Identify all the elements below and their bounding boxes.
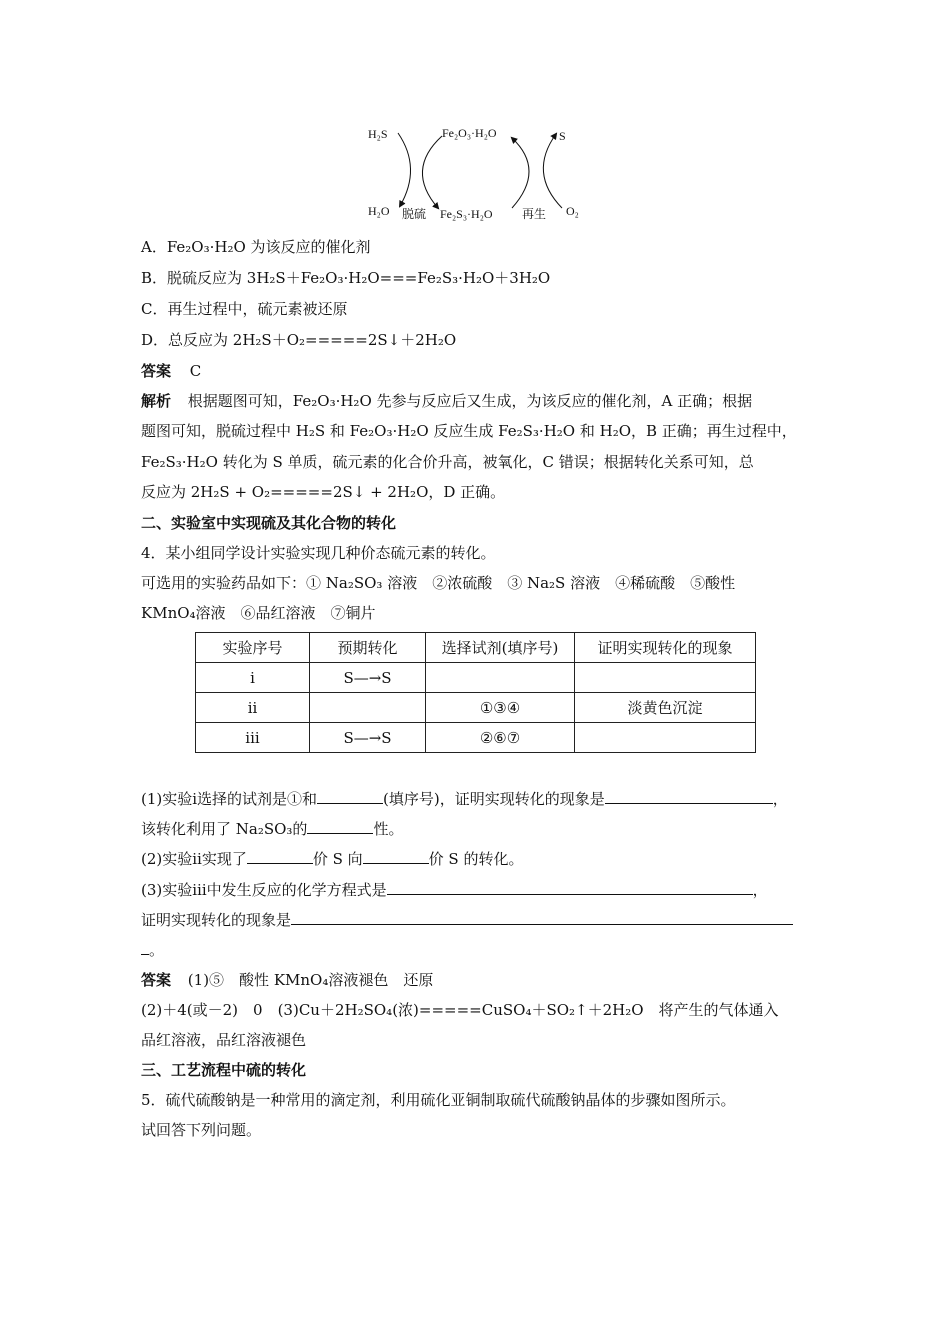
label-fe2s3-h2o: Fe₂S₃·H₂O [440, 207, 493, 221]
label-s: S [559, 129, 566, 143]
q4-part-3-line-1 [141, 878, 768, 901]
q4-part-1-text: 性。 [373, 820, 404, 838]
option-c: C．再生过程中，硫元素被还原 [141, 300, 348, 318]
table-header-row [196, 633, 756, 663]
table-cell: ②⑥⑦ [426, 723, 575, 753]
q5-line-1: 5．硫代硫酸钠是一种常用的滴定剂，利用硫化亚铜制取硫代硫酸钠晶体的步骤如图所示。 [141, 1091, 736, 1109]
q5-line-2: 试回答下列问题。 [141, 1121, 262, 1139]
q4-part-3-text: (3)实验ⅲ中发生反应的化学方程式是 [141, 881, 387, 899]
q4-reagents-1: 可选用的实验药品如下：① Na₂SO₃ 溶液 ②浓硫酸 ③ Na₂S 溶液 ④稀硫酸 ⑤酸性 [141, 574, 736, 592]
analysis-line-3: Fe₂S₃·H₂O 转化为 S 单质，硫元素的化合价升高，被氧化，C 错误；根据转化关系可知，总 [141, 453, 754, 471]
answer-2-line-1 [141, 969, 433, 991]
section-2-title: 二、实验室中实现硫及其化合物的转化 [141, 514, 397, 532]
table-cell [310, 693, 426, 723]
arc-fe2o3-to-fe2s3 [422, 136, 442, 208]
table-cell: iii [196, 723, 310, 753]
q4-part-1-line-1 [141, 787, 788, 810]
q4-part-1-text: (填序号)，证明实现转化的现象是 [383, 790, 605, 808]
label-o2: O₂ [566, 204, 579, 218]
option-b: B．脱硫反应为 3H₂S＋Fe₂O₃·H₂O===Fe₂S₃·H₂O＋3H₂O [141, 269, 551, 287]
table-row [196, 693, 756, 723]
label-regeneration: 再生 [522, 207, 547, 221]
answer-2-line-2: (2)＋4(或－2) 0 (3)Cu＋2H₂SO₄(浓)=====CuSO₄＋SO₂↑＋2H₂O 将产生的气体通入 [141, 1001, 779, 1019]
analysis-text-1: 根据题图可知，Fe₂O₃·H₂O 先参与反应后又生成，为该反应的催化剂，A 正确；根据 [187, 392, 753, 410]
answer-blank[interactable] [291, 908, 793, 925]
table-cell [426, 663, 575, 693]
q4-stem: 4．某小组同学设计实验实现几种价态硫元素的转化。 [141, 544, 496, 562]
label-h2s: H₂S [368, 127, 388, 141]
option-d: D．总反应为 2H₂S＋O₂=====2S↓＋2H₂O [141, 331, 457, 349]
analysis-line-1 [141, 390, 752, 412]
answer-label: 答案 [141, 971, 172, 989]
q4-part-3-line-2 [141, 908, 793, 931]
option-a: A．Fe₂O₃·H₂O 为该反应的催化剂 [141, 238, 371, 256]
q4-part-2 [141, 847, 523, 870]
q4-part-1-text: (1)实验ⅰ选择的试剂是①和 [141, 790, 318, 808]
q4-part-2-text: 价 S 的转化。 [428, 850, 524, 868]
table-header: 预期转化 [310, 633, 426, 663]
label-desulfurization: 脱硫 [402, 207, 427, 221]
answer-1 [141, 360, 201, 382]
table-row [196, 723, 756, 753]
q4-part-3-text: 证明实现转化的现象是 [141, 911, 292, 929]
table-header: 选择试剂(填序号) [426, 633, 575, 663]
label-fe2o3-h2o: Fe₂O₃·H₂O [442, 126, 497, 140]
desulfurization-cycle-diagram [360, 118, 590, 230]
q4-part-1-text: 该转化利用了 Na₂SO₃的 [141, 820, 308, 838]
arc-h2s-to-h2o [398, 133, 411, 206]
q4-reagents-2: KMnO₄溶液 ⑥品红溶液 ⑦铜片 [141, 604, 376, 622]
answer-blank[interactable] [605, 787, 773, 804]
section-3-title: 三、工艺流程中硫的转化 [141, 1061, 307, 1079]
table-cell: S—→S [310, 723, 426, 753]
q4-part-1-text: ， [772, 790, 788, 808]
table-header: 实验序号 [196, 633, 310, 663]
answer-blank[interactable] [307, 817, 373, 834]
table-cell: ①③④ [426, 693, 575, 723]
arc-fe2s3-to-fe2o3 [512, 138, 529, 208]
experiment-table [195, 632, 756, 753]
analysis-line-2: 题图可知，脱硫过程中 H₂S 和 Fe₂O₃·H₂O 反应生成 Fe₂S₃·H₂O 和 H₂O，B 正确；再生过程中， [141, 422, 797, 440]
answer-value: C [189, 362, 202, 380]
table-cell: i [196, 663, 310, 693]
arc-o2-to-s [543, 134, 562, 208]
analysis-line-4: 反应为 2H₂S + O₂=====2S↓ + 2H₂O，D 正确。 [141, 483, 506, 501]
analysis-label: 解析 [141, 392, 172, 410]
answer-blank[interactable] [363, 847, 429, 864]
q4-part-1-line-2 [141, 817, 403, 840]
answer-blank[interactable] [247, 847, 313, 864]
answer-blank[interactable] [141, 938, 149, 955]
table-header: 证明实现转化的现象 [575, 633, 756, 663]
table-cell: S—→S [310, 663, 426, 693]
q4-part-3-text: ， [752, 881, 768, 899]
table-row [196, 663, 756, 693]
answer-2-text: (1)⑤ 酸性 KMnO₄溶液褪色 还原 [187, 971, 434, 989]
label-h2o: H₂O [368, 204, 390, 218]
answer-blank[interactable] [317, 787, 383, 804]
table-cell: ii [196, 693, 310, 723]
table-cell [575, 663, 756, 693]
table-cell: 淡黄色沉淀 [575, 693, 756, 723]
answer-blank[interactable] [387, 878, 753, 895]
q4-part-2-text: (2)实验ⅱ实现了 [141, 850, 247, 868]
table-cell [575, 723, 756, 753]
answer-label: 答案 [141, 362, 172, 380]
q4-part-2-text: 价 S 向 [312, 850, 363, 868]
answer-2-line-3: 品红溶液，品红溶液褪色 [141, 1031, 307, 1049]
q4-part-3-text: 。 [149, 941, 165, 959]
q4-part-3-line-3 [141, 938, 164, 961]
